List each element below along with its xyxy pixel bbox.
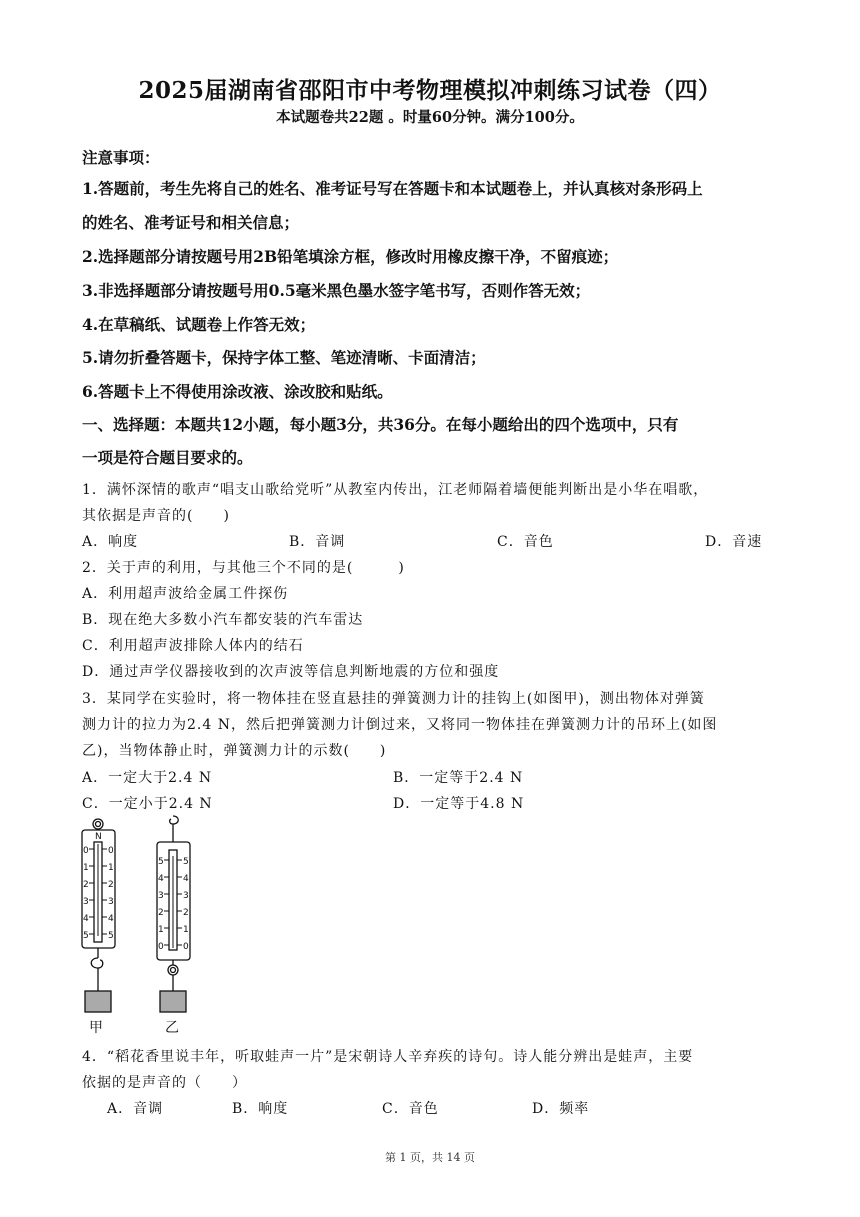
option-d: D．通过声学仪器接收到的次声波等信息判断地震的方位和强度 <box>82 664 500 680</box>
option-d: D．一定等于4.8 N <box>393 796 525 812</box>
notice-item: 6.答题卡上不得使用涂改液、涂改胶和贴纸。 <box>82 382 393 401</box>
option-c: C．利用超声波排除人体内的结石 <box>82 638 304 654</box>
tick-label: 4 <box>158 874 164 884</box>
page-subtitle: 本试题卷共22题 。时量60分钟。满分100分。 <box>276 109 584 126</box>
notice-item: 3.非选择题部分请按题号用0.5毫米黑色墨水签字笔书写，否则作答无效； <box>82 281 591 300</box>
tick-label: 2 <box>158 908 164 918</box>
tick-label: 5 <box>158 857 164 867</box>
section-heading: 一、选择题：本题共12小题，每小题3分，共36分。在每小题给出的四个选项中，只有 <box>82 415 679 434</box>
option-a: A．一定大于2.4 N <box>82 770 213 786</box>
unit-label: N <box>95 832 102 842</box>
tick-label: 3 <box>158 891 164 901</box>
tick-label: 2 <box>83 880 89 890</box>
option-a: A．音调 <box>107 1101 164 1117</box>
page-footer: 第 1 页，共 14 页 <box>385 1151 475 1164</box>
question-stem: 其依据是声音的( ) <box>82 508 230 524</box>
question-stem: 依据的是声音的（ ） <box>82 1075 247 1091</box>
section-heading-cont: 一项是符合题目要求的。 <box>82 448 253 467</box>
notice-item: 1.答题前，考生先将自己的姓名、准考证号写在答题卡和本试题卷上，并认真核对条形码上 <box>82 179 703 198</box>
tick-label: 5 <box>183 857 189 867</box>
tick-label: 3 <box>83 897 89 907</box>
tick-label: 1 <box>183 925 189 935</box>
question-stem: 测力计的拉力为2.4 N，然后把弹簧测力计倒过来，又将同一物体挂在弹簧测力计的吊环上(如图 <box>82 717 718 733</box>
tick-label: 3 <box>108 897 114 907</box>
page-title: 2025届湖南省邵阳市中考物理模拟冲刺练习试卷（四） <box>138 77 722 104</box>
option-b: B．一定等于2.4 N <box>393 770 524 786</box>
notice-heading: 注意事项： <box>82 148 160 167</box>
question-stem: 乙)，当物体静止时，弹簧测力计的示数( ) <box>82 743 387 759</box>
tick-label: 1 <box>158 925 164 935</box>
option-c: C．一定小于2.4 N <box>82 796 213 812</box>
question-stem: 1．满怀深情的歌声“唱支山歌给党听”从教室内传出，江老师隔着墙便能判断出是小华在唱歌， <box>82 482 709 498</box>
option-d: D．音速 <box>705 534 763 550</box>
option-b: B．响度 <box>232 1101 289 1117</box>
question-stem: 4．“稻花香里说丰年，听取蛙声一片”是宋朝诗人辛弃疾的诗句。诗人能分辨出是蛙声，主要 <box>82 1049 694 1065</box>
option-a: A．利用超声波给金属工件探伤 <box>82 586 289 602</box>
option-b: B．现在绝大多数小汽车都安装的汽车雷达 <box>82 612 364 628</box>
tick-label: 2 <box>108 880 114 890</box>
tick-label: 1 <box>83 863 89 873</box>
tick-label: 1 <box>108 863 114 873</box>
notice-item: 4.在草稿纸、试题卷上作答无效； <box>82 315 316 334</box>
option-c: C．音色 <box>382 1101 439 1117</box>
option-d: D．频率 <box>532 1101 590 1117</box>
notice-item: 5.请勿折叠答题卡，保持字体工整、笔迹清晰、卡面清洁； <box>82 348 486 367</box>
tick-label: 2 <box>183 908 189 918</box>
question-stem: 3．某同学在实验时，将一物体挂在竖直悬挂的弹簧测力计的挂钩上(如图甲)，测出物体对弹簧 <box>82 691 705 707</box>
option-b: B．音调 <box>289 534 346 550</box>
tick-label: 0 <box>108 846 114 856</box>
option-a: A．响度 <box>82 534 139 550</box>
spring-scale-figure <box>74 814 204 1036</box>
tick-label: 0 <box>158 942 164 952</box>
tick-label: 4 <box>108 914 114 924</box>
tick-label: 0 <box>83 846 89 856</box>
figure-label-jia: 甲 <box>89 1020 103 1036</box>
tick-label: 5 <box>108 931 114 941</box>
notice-item: 的姓名、准考证号和相关信息； <box>82 213 300 232</box>
tick-label: 5 <box>83 931 89 941</box>
figure-label-yi: 乙 <box>165 1020 179 1036</box>
notice-item: 2.选择题部分请按题号用2B铅笔填涂方框，修改时用橡皮擦干净，不留痕迹； <box>82 247 619 266</box>
question-stem: 2．关于声的利用，与其他三个不同的是( ) <box>82 560 405 576</box>
option-c: C．音色 <box>497 534 554 550</box>
tick-label: 0 <box>183 942 189 952</box>
tick-label: 4 <box>83 914 89 924</box>
tick-label: 4 <box>183 874 189 884</box>
tick-label: 3 <box>183 891 189 901</box>
